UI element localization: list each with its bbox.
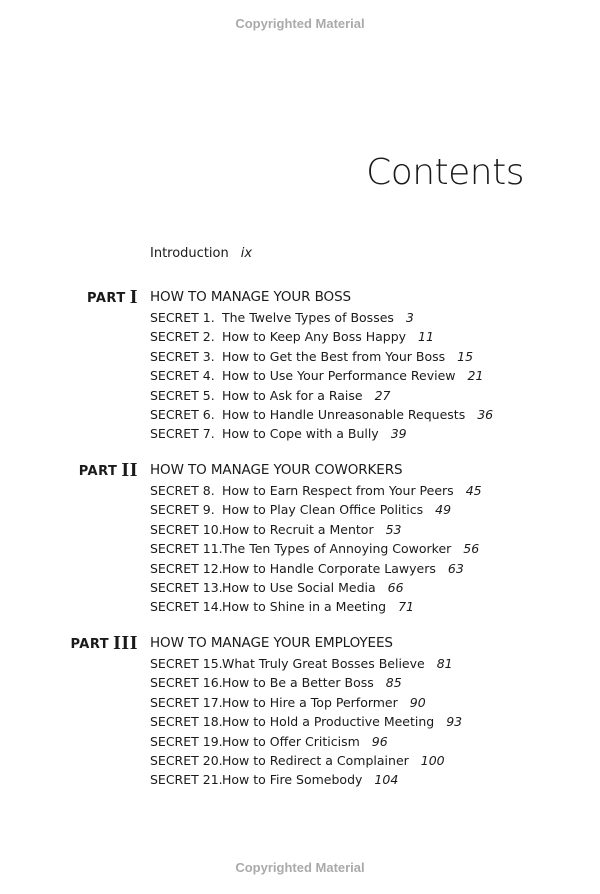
secret-title-line [222,522,402,537]
secret-title-line [222,329,434,344]
secret-title: How to Fire Somebody [222,772,363,788]
secret-number: SECRET 17. [150,694,223,710]
secret-title: How to Use Social Media [222,579,376,595]
part-numeral: II [121,459,138,481]
secret-number: SECRET 14. [150,599,223,615]
secret-title: How to Handle Corporate Lawyers [222,560,436,576]
secret-title: How to Use Your Performance Review [222,368,456,384]
secret-number: SECRET 16. [150,675,223,691]
part-title: HOW TO MANAGE YOUR EMPLOYEES [150,635,393,651]
secret-page: 63 [447,560,464,576]
secret-number: SECRET 11. [150,541,223,557]
secret-page: 27 [374,387,391,403]
secret-title: How to Hold a Productive Meeting [222,714,435,730]
secret-title: How to Keep Any Boss Happy [222,329,407,345]
secret-title-line [222,580,404,595]
secret-number: SECRET 7. [150,426,215,442]
secret-number: SECRET 3. [150,348,215,364]
secret-page: 85 [385,675,402,691]
secret-number: SECRET 10. [150,521,223,537]
secret-title-line [222,675,402,690]
secret-number: SECRET 15. [150,656,223,671]
part-word: PART [78,464,118,479]
secret-page: 66 [387,579,404,595]
secret-page: 93 [446,714,463,730]
secret-page: 45 [465,483,482,498]
secret-title: How to Recruit a Mentor [222,521,374,537]
secret-page: 3 [405,310,414,325]
secret-number: SECRET 5. [150,387,215,403]
watermark-top: Copyrighted Material [235,16,365,31]
secret-number: SECRET 20. [150,752,223,768]
secret-title: How to Hire a Top Performer [222,694,398,710]
secret-title: What Truly Great Bosses Believe [222,656,425,671]
secret-title-line [222,695,426,710]
secret-number: SECRET 21. [150,772,223,788]
part-label [70,632,138,655]
secret-number: SECRET 2. [150,329,215,345]
secret-title-line [222,368,483,383]
toc-introduction [150,246,252,261]
secret-number: SECRET 19. [150,733,223,749]
secret-title-line [222,483,482,498]
secret-title: The Ten Types of Annoying Coworker [222,541,452,557]
part-word: PART [87,291,126,306]
secret-title-line [222,734,388,749]
secret-page: 81 [436,656,453,671]
watermark-bottom: Copyrighted Material [235,860,365,875]
secret-title: How to Get the Best from Your Boss [222,348,446,364]
secret-page: 36 [477,406,494,422]
secret-number: SECRET 1. [150,310,215,325]
secret-number: SECRET 13. [150,579,223,595]
part-label [79,459,138,482]
secret-title-line [222,772,398,787]
part-numeral: I [129,286,138,308]
secret-title-line [222,502,451,517]
secret-number: SECRET 18. [150,714,223,730]
secret-page: 71 [398,599,414,615]
secret-title: How to Earn Respect from Your Peers [222,483,454,498]
secret-title: How to Ask for a Raise [222,387,363,403]
part-label [87,286,138,309]
part-title: HOW TO MANAGE YOUR COWORKERS [150,462,403,478]
toc-introduction-label: Introduction [150,246,229,261]
secret-number: SECRET 8. [150,483,215,498]
secret-title-line [222,753,445,768]
secret-title: How to Redirect a Complainer [222,752,409,768]
secret-page: 53 [385,521,402,537]
secret-number: SECRET 6. [150,406,215,422]
part-numeral: III [113,632,138,654]
secret-title-line [222,426,407,441]
secret-title-line [222,310,414,325]
secret-title-line [222,407,493,422]
secret-title-line [222,656,453,671]
secret-title-line [222,561,464,576]
part-title: HOW TO MANAGE YOUR BOSS [150,289,352,305]
secret-title: The Twelve Types of Bosses [222,310,394,325]
secret-title: How to Shine in a Meeting [222,599,387,615]
secret-title-line [222,714,462,729]
secret-page: 11 [418,329,434,345]
secret-page: 100 [420,752,445,768]
secret-title: How to Handle Unreasonable Requests [222,406,466,422]
secret-number: SECRET 4. [150,368,215,384]
secret-page: 49 [435,502,452,518]
secret-title-line [222,388,391,403]
secret-title: How to Cope with a Bully [222,426,379,442]
secret-page: 104 [374,772,399,788]
secret-page: 39 [390,426,407,442]
secret-title-line [222,541,479,556]
secret-number: SECRET 9. [150,502,215,518]
secret-title: How to Offer Criticism [222,733,360,749]
toc-introduction-page: ix [240,246,253,261]
secret-title: How to Play Clean Office Politics [222,502,424,518]
secret-page: 21 [467,368,484,384]
secret-page: 15 [457,348,474,364]
secret-page: 96 [371,733,388,749]
secret-page: 90 [409,694,426,710]
page-title: Contents [366,152,524,193]
part-word: PART [70,637,110,652]
secret-title: How to Be a Better Boss [222,675,374,691]
secret-page: 56 [463,541,480,557]
secret-title-line [222,599,414,614]
secret-number: SECRET 12. [150,560,223,576]
secret-title-line [222,349,473,364]
